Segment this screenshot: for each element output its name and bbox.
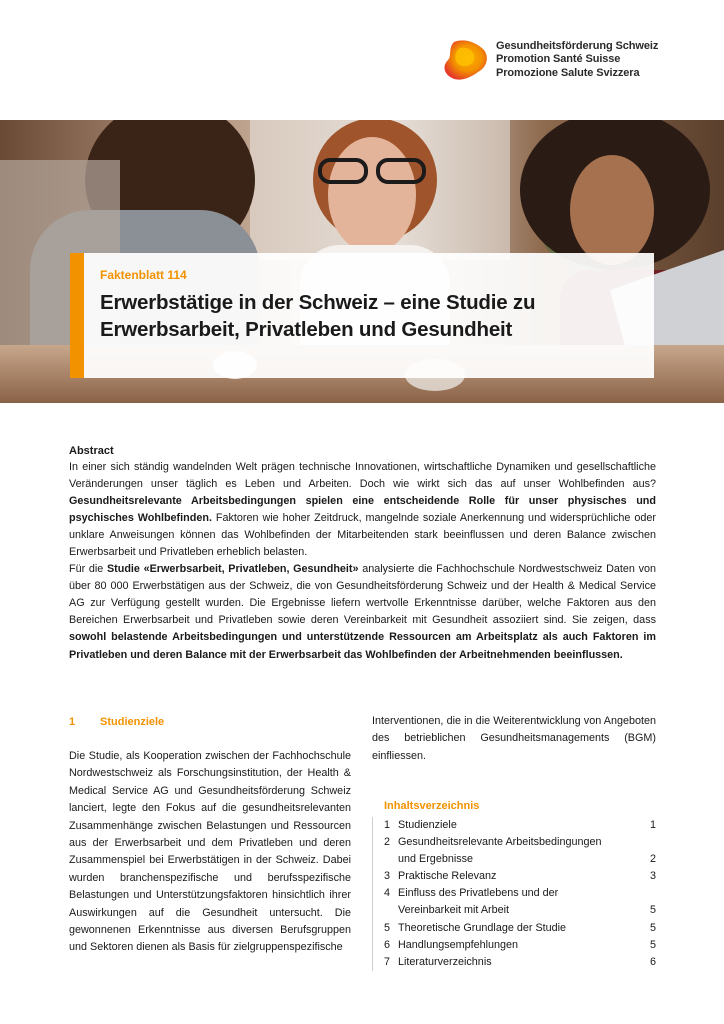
study-name: Studie «Erwerbsarbeit, Privatleben, Gesundheit» (106, 563, 359, 576)
toc-item-label: Einfluss des Privatlebens und der (398, 887, 559, 900)
toc-item[interactable] (373, 954, 656, 971)
toc-list (372, 817, 656, 971)
accent-bar (70, 253, 84, 378)
section-body-continued: Interventionen, die in die Weiterentwicklung von Angeboten des betrieblichen Gesundheitsmanagements (BGM) einfliessen. (372, 715, 656, 762)
toc-item-number: 2 (384, 836, 391, 849)
toc-item-number: 6 (384, 938, 391, 951)
toc-item-number: 4 (384, 887, 391, 900)
logo-line-fr: Promotion Santé Suisse (496, 53, 621, 66)
section-title: Studienziele (100, 716, 165, 729)
abstract-emphasis: Gesundheitsrelevante Arbeitsbedingungen spielen eine entscheidende Rolle für unser physisches und psychisches Wohlbefinden. (69, 495, 656, 525)
abstract-conclusion: sowohl belastende Arbeitsbedingungen und unterstützende Ressourcen am Arbeitsplatz als auch Faktoren im Privatleben und deren Balance mit der Erwerbsarbeit das Wohlbefinden der Arbeitnehmenden beeinflussen. (69, 631, 656, 661)
toc-item-page: 6 (649, 955, 656, 968)
abstract-text: Faktoren wie hoher Zeitdruck, mangelnde soziale Anerkennung und widersprüchliche oder unklare Anweisungen können das Wohlbefinden der Mitarbeitenden stark beeinflussen und deren Balance zwischen Erwerbsarbeit und Privatleben erheblich belasten. (69, 512, 656, 559)
logo-line-it: Promozione Salute Svizzera (496, 66, 640, 79)
section-studienziele (69, 713, 351, 957)
toc-item[interactable] (373, 937, 656, 954)
section-continuation (372, 713, 656, 765)
abstract-text: analysierte die Fachhochschule Nordwestschweiz Daten von über 80 000 Erwerbstätigen aus der Schweiz, die von Gesundheitsförderung Schweiz und der Health & Medical Service AG zur Verfügung gestellt wurden. Die Ergebnisse liefern wertvolle Erkenntnisse darüber, welche Faktoren aus den Bereichen Erwerbsarbeit und Privatleben sowie deren Vereinbarkeit mit Gesundheit assoziiert sind. Sie zeigen, dass (69, 563, 657, 627)
table-of-contents (372, 797, 656, 971)
toc-item-continuation[interactable] (373, 902, 656, 919)
abstract-paragraph-2 (69, 561, 656, 663)
factsheet-label: Faktenblatt 114 (100, 268, 187, 282)
toc-item[interactable] (373, 817, 656, 834)
toc-title: Inhaltsverzeichnis (384, 800, 480, 812)
section-heading (69, 713, 351, 733)
toc-item-label: Studienziele (398, 819, 457, 831)
abstract-text: In einer sich ständig wandelnden Welt prägen technische Innovationen, wirtschaftliche Dynamiken und gesellschaftliche Veränderungen unser täglich es Leben und Arbeiten. Doch wie wirkt sich das auf unser Wohlbefinden aus? (69, 461, 656, 491)
toc-item-number: 5 (384, 921, 391, 934)
logo-line-de: Gesundheitsförderung Schweiz (496, 39, 659, 52)
toc-item[interactable] (373, 868, 656, 885)
toc-item-page: 5 (649, 938, 656, 951)
toc-item[interactable] (373, 920, 656, 937)
section-body: Die Studie, als Kooperation zwischen der Fachhochschule Nordwestschweiz als Forschungsinstitution, der Health & Medical Service AG und Gesundheitsförderung Schweiz lanciert, legte den Fokus auf die gesundheitsrelevanten Zusammenhänge zwischen Belastungen und Ressourcen aus der Erwerbsarbeit und dem Privatleben und deren Zusammenspiel bei Erwerbstätigen in der Schweiz. Dabei wurden branchenspezifische und berufsspezifische Belastungen und Unterstützungsfaktoren hinsichtlich ihrer Auswirkungen auf die Gesundheit untersucht. Die gewonnenen Erkenntnisse aus diversen Berufsgruppen und Sektoren dienen als Basis für zielgruppenspezifische (69, 750, 351, 954)
toc-item-number: 3 (384, 870, 391, 883)
logo-mark-icon (440, 38, 490, 82)
organization-logo (440, 38, 658, 82)
logo-wordmark (496, 40, 658, 81)
toc-item-page: 5 (649, 904, 656, 917)
toc-item-page: 1 (649, 819, 656, 831)
abstract-text: Für die (69, 563, 107, 576)
toc-item-label: Handlungsempfehlungen (398, 938, 519, 951)
abstract-section (69, 444, 656, 664)
abstract-heading: Abstract (69, 445, 114, 457)
toc-item[interactable] (373, 834, 656, 851)
toc-item-label: Gesundheitsrelevante Arbeitsbedingungen (398, 836, 602, 849)
toc-item-page: 2 (649, 853, 656, 866)
abstract-paragraph-1 (69, 459, 656, 561)
toc-item-label: Theoretische Grundlage der Studie (398, 921, 567, 934)
toc-item[interactable] (373, 885, 656, 902)
toc-item-label: Praktische Relevanz (398, 870, 497, 883)
page-title: Erwerbstätige in der Schweiz – eine Studie zu Erwerbsarbeit, Privatleben und Gesundheit (100, 291, 536, 341)
toc-item-number: 7 (384, 955, 391, 968)
toc-item-label-cont: und Ergebnisse (398, 853, 474, 866)
toc-item-label-cont: Vereinbarkeit mit Arbeit (398, 904, 510, 917)
toc-item-label: Literaturverzeichnis (398, 955, 492, 968)
toc-item-page: 3 (649, 870, 656, 883)
toc-item-number: 1 (384, 819, 391, 831)
toc-item-continuation[interactable] (373, 851, 656, 868)
title-panel (70, 253, 654, 378)
toc-item-page: 5 (649, 921, 656, 934)
section-number: 1 (69, 716, 76, 729)
